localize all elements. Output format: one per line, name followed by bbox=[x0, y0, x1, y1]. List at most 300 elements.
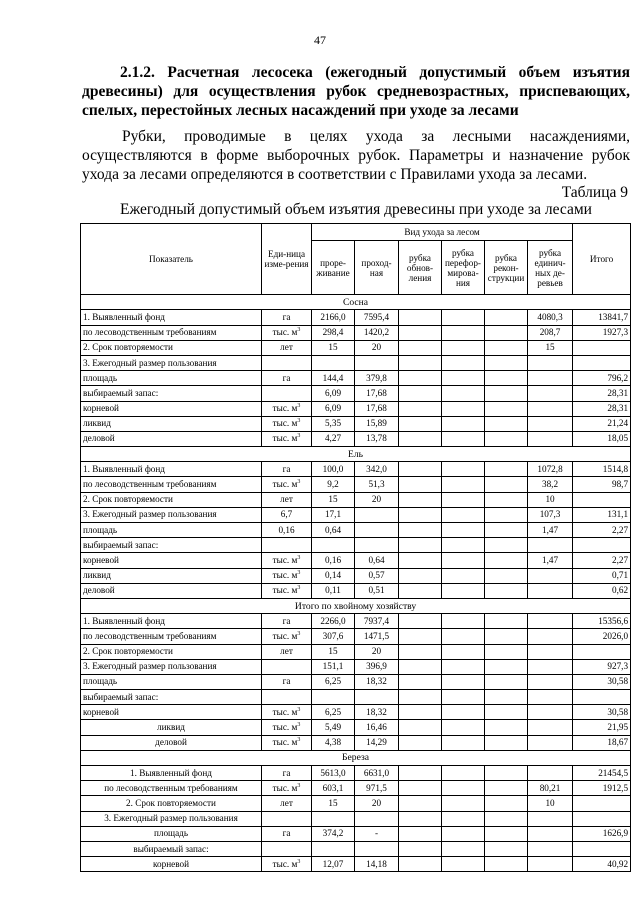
row-value: 38,2 bbox=[528, 477, 573, 492]
row-value bbox=[442, 826, 485, 841]
table-label: Таблица 9 bbox=[561, 184, 628, 201]
row-value: 151,1 bbox=[312, 659, 355, 674]
row-value: 1,47 bbox=[528, 553, 573, 568]
row-value bbox=[442, 766, 485, 781]
table-row bbox=[81, 401, 631, 416]
row-value bbox=[399, 735, 442, 750]
row-value: 16,46 bbox=[355, 720, 399, 735]
header-total: Итого bbox=[573, 224, 631, 295]
row-value bbox=[528, 629, 573, 644]
row-total: 1626,9 bbox=[573, 826, 631, 841]
row-total: 1927,3 bbox=[573, 325, 631, 340]
row-value bbox=[485, 507, 528, 522]
row-value: 5,49 bbox=[312, 720, 355, 735]
row-unit: тыс. $м^3$ bbox=[262, 781, 312, 796]
row-total: 18,05 bbox=[573, 431, 631, 446]
row-value bbox=[442, 659, 485, 674]
row-value: 6,09 bbox=[312, 386, 355, 401]
row-value: 20 bbox=[355, 796, 399, 811]
row-value bbox=[399, 386, 442, 401]
row-value bbox=[399, 538, 442, 553]
table-row bbox=[81, 583, 631, 598]
row-value bbox=[442, 325, 485, 340]
section-row bbox=[81, 598, 631, 613]
row-unit: тыс. $м^3$ bbox=[262, 720, 312, 735]
page-number: 47 bbox=[314, 33, 326, 47]
row-value bbox=[312, 841, 355, 856]
row-value bbox=[399, 340, 442, 355]
row-value: 15 bbox=[312, 340, 355, 355]
row-value: 603,1 bbox=[312, 781, 355, 796]
section-row bbox=[81, 447, 631, 462]
row-value: 208,7 bbox=[528, 325, 573, 340]
row-value bbox=[399, 431, 442, 446]
row-value: 10 bbox=[528, 492, 573, 507]
row-value bbox=[399, 841, 442, 856]
row-total: 927,3 bbox=[573, 659, 631, 674]
row-unit: тыс. $м^3$ bbox=[262, 568, 312, 583]
row-label: корневой bbox=[81, 401, 262, 416]
row-value: 107,3 bbox=[528, 507, 573, 522]
row-value bbox=[485, 583, 528, 598]
row-value bbox=[528, 811, 573, 826]
row-value bbox=[399, 811, 442, 826]
header-col-5: рубка рекон-струкции bbox=[485, 241, 528, 295]
row-unit: га bbox=[262, 614, 312, 629]
row-value: 14,18 bbox=[355, 857, 399, 872]
header-col-3: рубка обнов-ления bbox=[399, 241, 442, 295]
row-value bbox=[528, 674, 573, 689]
row-value: 379,8 bbox=[355, 371, 399, 386]
row-unit: тыс. $м^3$ bbox=[262, 583, 312, 598]
row-value: 15 bbox=[528, 340, 573, 355]
row-value bbox=[528, 841, 573, 856]
row-value: - bbox=[355, 826, 399, 841]
table-title: Ежегодный допустимый объем изъятия древесины при уходе за лесами bbox=[120, 201, 592, 218]
row-value bbox=[485, 705, 528, 720]
row-value bbox=[399, 826, 442, 841]
row-value bbox=[355, 507, 399, 522]
row-total: 0,71 bbox=[573, 568, 631, 583]
row-value bbox=[399, 674, 442, 689]
row-value bbox=[442, 416, 485, 431]
row-total: 1514,8 bbox=[573, 462, 631, 477]
row-value bbox=[355, 523, 399, 538]
row-value bbox=[485, 371, 528, 386]
row-value bbox=[442, 538, 485, 553]
row-total bbox=[573, 492, 631, 507]
row-value bbox=[485, 841, 528, 856]
row-value: 17,1 bbox=[312, 507, 355, 522]
row-total bbox=[573, 841, 631, 856]
row-value: 14,29 bbox=[355, 735, 399, 750]
row-value: 0,51 bbox=[355, 583, 399, 598]
row-value bbox=[528, 614, 573, 629]
row-value bbox=[485, 735, 528, 750]
row-value: 17,68 bbox=[355, 401, 399, 416]
row-value bbox=[399, 659, 442, 674]
row-value bbox=[442, 507, 485, 522]
row-label: выбираемый запас: bbox=[81, 841, 262, 856]
row-value bbox=[442, 310, 485, 325]
row-value bbox=[485, 401, 528, 416]
row-value bbox=[442, 477, 485, 492]
row-total: 28,31 bbox=[573, 386, 631, 401]
row-unit: 6,7 bbox=[262, 507, 312, 522]
section-label: Ель bbox=[81, 447, 631, 462]
row-label: площадь bbox=[81, 523, 262, 538]
table-row bbox=[81, 705, 631, 720]
row-value bbox=[442, 355, 485, 370]
row-value bbox=[485, 325, 528, 340]
row-value: 0,14 bbox=[312, 568, 355, 583]
row-value: 144,4 bbox=[312, 371, 355, 386]
row-label: корневой bbox=[81, 857, 262, 872]
row-value bbox=[442, 857, 485, 872]
row-total: 40,92 bbox=[573, 857, 631, 872]
row-value: 10 bbox=[528, 796, 573, 811]
row-value: 20 bbox=[355, 340, 399, 355]
row-value bbox=[399, 644, 442, 659]
row-value: 6,25 bbox=[312, 674, 355, 689]
row-label: 2. Срок повторяемости bbox=[81, 340, 262, 355]
row-unit: лет bbox=[262, 492, 312, 507]
row-label: ликвид bbox=[81, 720, 262, 735]
row-value bbox=[399, 416, 442, 431]
row-label: 3. Ежегодный размер пользования bbox=[81, 811, 262, 826]
row-unit: га bbox=[262, 826, 312, 841]
row-value bbox=[485, 766, 528, 781]
row-value: 6631,0 bbox=[355, 766, 399, 781]
row-value: 0,16 bbox=[312, 553, 355, 568]
table-row bbox=[81, 416, 631, 431]
row-value bbox=[442, 644, 485, 659]
row-value bbox=[399, 477, 442, 492]
row-value bbox=[485, 492, 528, 507]
row-total: 796,2 bbox=[573, 371, 631, 386]
row-label: корневой bbox=[81, 553, 262, 568]
row-label: 1. Выявленный фонд bbox=[81, 614, 262, 629]
row-total: 30,58 bbox=[573, 674, 631, 689]
row-value bbox=[442, 735, 485, 750]
row-unit bbox=[262, 841, 312, 856]
row-value bbox=[355, 538, 399, 553]
row-value bbox=[442, 720, 485, 735]
row-value bbox=[528, 690, 573, 705]
row-unit bbox=[262, 386, 312, 401]
row-value bbox=[528, 538, 573, 553]
section-heading: 2.1.2. Расчетная лесосека (ежегодный допустимый объем изъятия древесины) для осуществления рубок средневозрастных, приспевающих, спелых, перестойных лесных насаждений при уходе за лесами bbox=[82, 64, 630, 119]
row-value bbox=[399, 796, 442, 811]
row-unit bbox=[262, 538, 312, 553]
row-value bbox=[399, 401, 442, 416]
row-value bbox=[528, 857, 573, 872]
row-value bbox=[485, 629, 528, 644]
row-value: 4,38 bbox=[312, 735, 355, 750]
row-value bbox=[399, 857, 442, 872]
table-row bbox=[81, 811, 631, 826]
row-value bbox=[442, 371, 485, 386]
row-value bbox=[399, 355, 442, 370]
table-row bbox=[81, 371, 631, 386]
row-value bbox=[442, 386, 485, 401]
table-row bbox=[81, 568, 631, 583]
row-value: 0,64 bbox=[312, 523, 355, 538]
row-value bbox=[485, 523, 528, 538]
header-group: Вид ухода за лесом bbox=[312, 224, 573, 241]
row-value bbox=[399, 781, 442, 796]
table-row bbox=[81, 629, 631, 644]
row-value bbox=[442, 401, 485, 416]
row-value: 9,2 bbox=[312, 477, 355, 492]
row-value bbox=[528, 720, 573, 735]
row-label: площадь bbox=[81, 674, 262, 689]
row-value bbox=[312, 811, 355, 826]
row-unit: га bbox=[262, 674, 312, 689]
row-value bbox=[442, 523, 485, 538]
row-value bbox=[528, 705, 573, 720]
table-row bbox=[81, 781, 631, 796]
row-value bbox=[485, 538, 528, 553]
header-col-6: рубка единич-ных де-ревьев bbox=[528, 241, 573, 295]
row-value bbox=[442, 431, 485, 446]
row-value bbox=[312, 355, 355, 370]
row-unit: тыс. $м^3$ bbox=[262, 857, 312, 872]
row-label: по лесоводственным требованиям bbox=[81, 781, 262, 796]
row-value: 13,78 bbox=[355, 431, 399, 446]
row-value bbox=[442, 553, 485, 568]
row-value bbox=[528, 583, 573, 598]
row-value bbox=[399, 705, 442, 720]
row-value bbox=[528, 416, 573, 431]
table-row bbox=[81, 462, 631, 477]
row-value: 971,5 bbox=[355, 781, 399, 796]
row-unit: га bbox=[262, 310, 312, 325]
row-label: 3. Ежегодный размер пользования bbox=[81, 355, 262, 370]
row-value bbox=[528, 386, 573, 401]
row-unit: лет bbox=[262, 796, 312, 811]
header-unit: Еди-ница изме-рения bbox=[262, 224, 312, 295]
row-unit: лет bbox=[262, 340, 312, 355]
row-value: 15,89 bbox=[355, 416, 399, 431]
row-label: 1. Выявленный фонд bbox=[81, 462, 262, 477]
row-value bbox=[485, 614, 528, 629]
row-value bbox=[399, 507, 442, 522]
row-unit: тыс. $м^3$ bbox=[262, 705, 312, 720]
row-unit: тыс. $м^3$ bbox=[262, 401, 312, 416]
row-value: 100,0 bbox=[312, 462, 355, 477]
table-row bbox=[81, 492, 631, 507]
row-value: 307,6 bbox=[312, 629, 355, 644]
row-unit bbox=[262, 659, 312, 674]
table-row bbox=[81, 538, 631, 553]
row-value: 5,35 bbox=[312, 416, 355, 431]
row-value bbox=[528, 371, 573, 386]
row-total: 21,95 bbox=[573, 720, 631, 735]
row-value bbox=[442, 462, 485, 477]
header-indicator: Показатель bbox=[81, 224, 262, 295]
row-value bbox=[399, 629, 442, 644]
row-value bbox=[442, 796, 485, 811]
row-value bbox=[485, 690, 528, 705]
row-value: 0,64 bbox=[355, 553, 399, 568]
row-label: 3. Ежегодный размер пользования bbox=[81, 507, 262, 522]
row-value bbox=[442, 340, 485, 355]
row-total: 28,31 bbox=[573, 401, 631, 416]
table-row bbox=[81, 857, 631, 872]
row-label: по лесоводственным требованиям bbox=[81, 325, 262, 340]
row-value bbox=[485, 796, 528, 811]
row-label: 2. Срок повторяемости bbox=[81, 644, 262, 659]
table-row bbox=[81, 355, 631, 370]
row-total bbox=[573, 538, 631, 553]
row-value bbox=[485, 386, 528, 401]
row-label: выбираемый запас: bbox=[81, 386, 262, 401]
row-value bbox=[485, 659, 528, 674]
table-row bbox=[81, 553, 631, 568]
row-value bbox=[528, 826, 573, 841]
table-row bbox=[81, 735, 631, 750]
section-label: Сосна bbox=[81, 295, 631, 310]
row-label: деловой bbox=[81, 583, 262, 598]
row-total: 15356,6 bbox=[573, 614, 631, 629]
row-value: 17,68 bbox=[355, 386, 399, 401]
table-row bbox=[81, 386, 631, 401]
section-label: Итого по хвойному хозяйству bbox=[81, 598, 631, 613]
row-value bbox=[528, 644, 573, 659]
row-value bbox=[485, 857, 528, 872]
row-value: 0,11 bbox=[312, 583, 355, 598]
row-total bbox=[573, 690, 631, 705]
table-row bbox=[81, 340, 631, 355]
row-label: деловой bbox=[81, 735, 262, 750]
table-row bbox=[81, 674, 631, 689]
table-row bbox=[81, 766, 631, 781]
row-value bbox=[485, 477, 528, 492]
row-label: выбираемый запас: bbox=[81, 690, 262, 705]
row-total: 13841,7 bbox=[573, 310, 631, 325]
row-total bbox=[573, 644, 631, 659]
row-value: 18,32 bbox=[355, 674, 399, 689]
row-value bbox=[355, 355, 399, 370]
row-label: 3. Ежегодный размер пользования bbox=[81, 659, 262, 674]
row-value bbox=[442, 614, 485, 629]
row-label: ликвид bbox=[81, 416, 262, 431]
row-label: площадь bbox=[81, 826, 262, 841]
table-body bbox=[81, 295, 631, 872]
table-row bbox=[81, 659, 631, 674]
row-value bbox=[399, 462, 442, 477]
row-value bbox=[485, 431, 528, 446]
row-value: 6,25 bbox=[312, 705, 355, 720]
header-col-1: проре-живание bbox=[312, 241, 355, 295]
row-label: 2. Срок повторяемости bbox=[81, 492, 262, 507]
row-label: 1. Выявленный фонд bbox=[81, 310, 262, 325]
row-unit: тыс. $м^3$ bbox=[262, 431, 312, 446]
logging-volume-table bbox=[80, 223, 631, 872]
row-value bbox=[442, 781, 485, 796]
row-value bbox=[485, 568, 528, 583]
row-value bbox=[528, 431, 573, 446]
row-label: 1. Выявленный фонд bbox=[81, 766, 262, 781]
table-row bbox=[81, 644, 631, 659]
row-value: 0,57 bbox=[355, 568, 399, 583]
row-value: 374,2 bbox=[312, 826, 355, 841]
row-value bbox=[528, 568, 573, 583]
row-unit: тыс. $м^3$ bbox=[262, 325, 312, 340]
row-value: 298,4 bbox=[312, 325, 355, 340]
row-label: ликвид bbox=[81, 568, 262, 583]
table-row bbox=[81, 523, 631, 538]
row-value bbox=[528, 355, 573, 370]
row-value bbox=[399, 371, 442, 386]
table-row bbox=[81, 796, 631, 811]
row-value bbox=[485, 781, 528, 796]
row-value bbox=[485, 674, 528, 689]
row-value bbox=[399, 492, 442, 507]
row-unit: лет bbox=[262, 644, 312, 659]
row-value bbox=[442, 674, 485, 689]
section-label: Береза bbox=[81, 750, 631, 765]
row-value bbox=[399, 690, 442, 705]
row-value: 20 bbox=[355, 492, 399, 507]
row-unit: тыс. $м^3$ bbox=[262, 735, 312, 750]
row-unit: тыс. $м^3$ bbox=[262, 629, 312, 644]
row-value: 2166,0 bbox=[312, 310, 355, 325]
row-label: по лесоводственным требованиям bbox=[81, 477, 262, 492]
row-value: 396,9 bbox=[355, 659, 399, 674]
row-value bbox=[485, 553, 528, 568]
row-unit: тыс. $м^3$ bbox=[262, 553, 312, 568]
row-value bbox=[485, 826, 528, 841]
row-value: 51,3 bbox=[355, 477, 399, 492]
row-value bbox=[485, 644, 528, 659]
row-unit: га bbox=[262, 371, 312, 386]
row-value: 1,47 bbox=[528, 523, 573, 538]
row-value: 80,21 bbox=[528, 781, 573, 796]
row-value bbox=[355, 690, 399, 705]
body-paragraph: Рубки, проводимые в целях ухода за лесными насаждениями, осуществляются в форме выборочных рубок. Параметры и назначение рубок ухода за лесами определяются в соответствии с Правилами ухода за лесами. bbox=[82, 128, 630, 183]
table-row bbox=[81, 310, 631, 325]
row-total: 131,1 bbox=[573, 507, 631, 522]
row-value bbox=[399, 614, 442, 629]
row-value: 15 bbox=[312, 492, 355, 507]
row-unit bbox=[262, 811, 312, 826]
row-label: 2. Срок повторяемости bbox=[81, 796, 262, 811]
row-total: 21454,5 bbox=[573, 766, 631, 781]
table-row bbox=[81, 325, 631, 340]
row-unit bbox=[262, 355, 312, 370]
row-value bbox=[442, 690, 485, 705]
row-value: 1471,5 bbox=[355, 629, 399, 644]
row-value bbox=[485, 416, 528, 431]
row-total: 2,27 bbox=[573, 553, 631, 568]
row-value bbox=[442, 583, 485, 598]
table-row bbox=[81, 507, 631, 522]
row-value bbox=[442, 629, 485, 644]
row-value bbox=[528, 659, 573, 674]
row-value bbox=[485, 811, 528, 826]
row-label: по лесоводственным требованиям bbox=[81, 629, 262, 644]
row-value bbox=[399, 310, 442, 325]
row-value bbox=[399, 553, 442, 568]
row-value: 7937,4 bbox=[355, 614, 399, 629]
row-unit: га bbox=[262, 462, 312, 477]
row-total: 0,62 bbox=[573, 583, 631, 598]
table-row bbox=[81, 431, 631, 446]
row-total bbox=[573, 796, 631, 811]
row-total: 98,7 bbox=[573, 477, 631, 492]
